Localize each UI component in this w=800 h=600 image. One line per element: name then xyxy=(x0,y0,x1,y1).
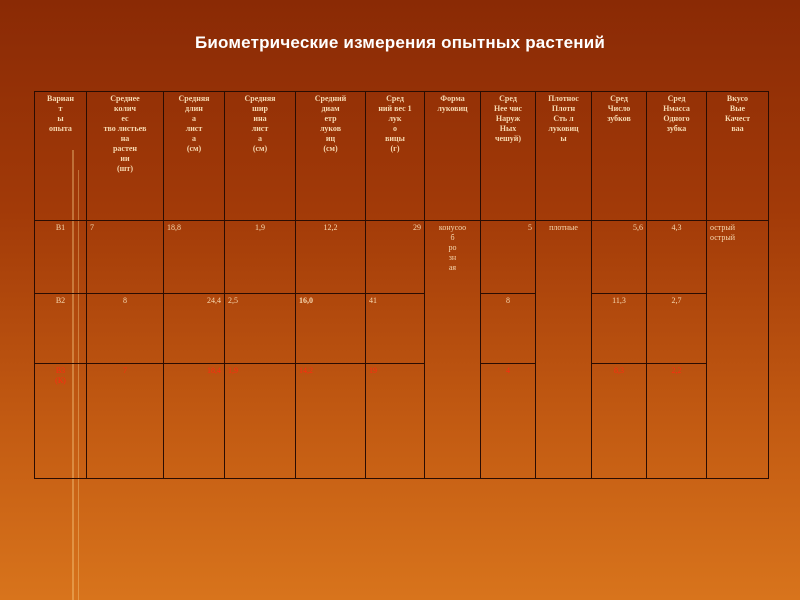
header-cell-leaves: Среднее колич ес тво листьев на растен ии (шт) xyxy=(87,92,164,221)
header-row xyxy=(35,92,769,221)
header-cell-length: Средняя длин а лист а (см) xyxy=(164,92,225,221)
cell-variant: В1 xyxy=(35,221,87,294)
cell-diameter: 12,2 xyxy=(296,221,366,294)
cell-shape: конусоо б ро зн ая xyxy=(425,221,481,479)
cell-weight: 29 xyxy=(366,221,425,294)
header-cell-scales: Сред Нее чис Наруж Ных чешуй) xyxy=(481,92,536,221)
cell-width: 1,9 xyxy=(225,221,296,294)
cell-cloves: 8,3 xyxy=(592,364,647,479)
table-row xyxy=(35,364,769,479)
cell-scales: 5 xyxy=(481,221,536,294)
cell-leaves: 7 xyxy=(87,364,164,479)
header-cell-weight: Сред ний вес 1 лук о вицы (г) xyxy=(366,92,425,221)
cell-leaves: 8 xyxy=(87,294,164,364)
header-cell-shape: Форма луковиц xyxy=(425,92,481,221)
cell-clove-mass: 4,3 xyxy=(647,221,707,294)
cell-weight: 19 xyxy=(366,364,425,479)
header-cell-clove-mass: Сред Нмасса Одного зубка xyxy=(647,92,707,221)
cell-leaves: 7 xyxy=(87,221,164,294)
cell-variant: В2 xyxy=(35,294,87,364)
cell-scales: 4 xyxy=(481,364,536,479)
table-row xyxy=(35,221,769,294)
cell-width: 1,9 xyxy=(225,364,296,479)
table-row xyxy=(35,294,769,364)
biometrics-table xyxy=(34,91,769,479)
cell-diameter: 14,2 xyxy=(296,364,366,479)
cell-length: 18,8 xyxy=(164,221,225,294)
cell-cloves: 11,3 xyxy=(592,294,647,364)
header-cell-taste: Вкусо Вые Качест ваа xyxy=(707,92,769,221)
cell-clove-mass: 2,2 xyxy=(647,364,707,479)
cell-clove-mass: 2,7 xyxy=(647,294,707,364)
cell-density: плотные xyxy=(536,221,592,479)
cell-diameter: 16,0 xyxy=(296,294,366,364)
header-cell-width: Средняя шир ина лист а (см) xyxy=(225,92,296,221)
cell-weight: 41 xyxy=(366,294,425,364)
cell-width: 2,5 xyxy=(225,294,296,364)
header-cell-density: Плотнос Плотн Сть л луковиц ы xyxy=(536,92,592,221)
cell-taste: острый острый xyxy=(707,221,769,479)
cell-cloves: 5,6 xyxy=(592,221,647,294)
header-cell-diameter: Средний диам етр луков иц (см) xyxy=(296,92,366,221)
cell-scales: 8 xyxy=(481,294,536,364)
cell-length: 24,4 xyxy=(164,294,225,364)
cell-length: 18,4 xyxy=(164,364,225,479)
header-cell-cloves: Сред Число зубков xyxy=(592,92,647,221)
slide-title: Биометрические измерения опытных растений xyxy=(194,33,606,52)
header-cell-variant: Вариан т ы опыта xyxy=(35,92,87,221)
cell-variant: В3 (К) xyxy=(35,364,87,479)
